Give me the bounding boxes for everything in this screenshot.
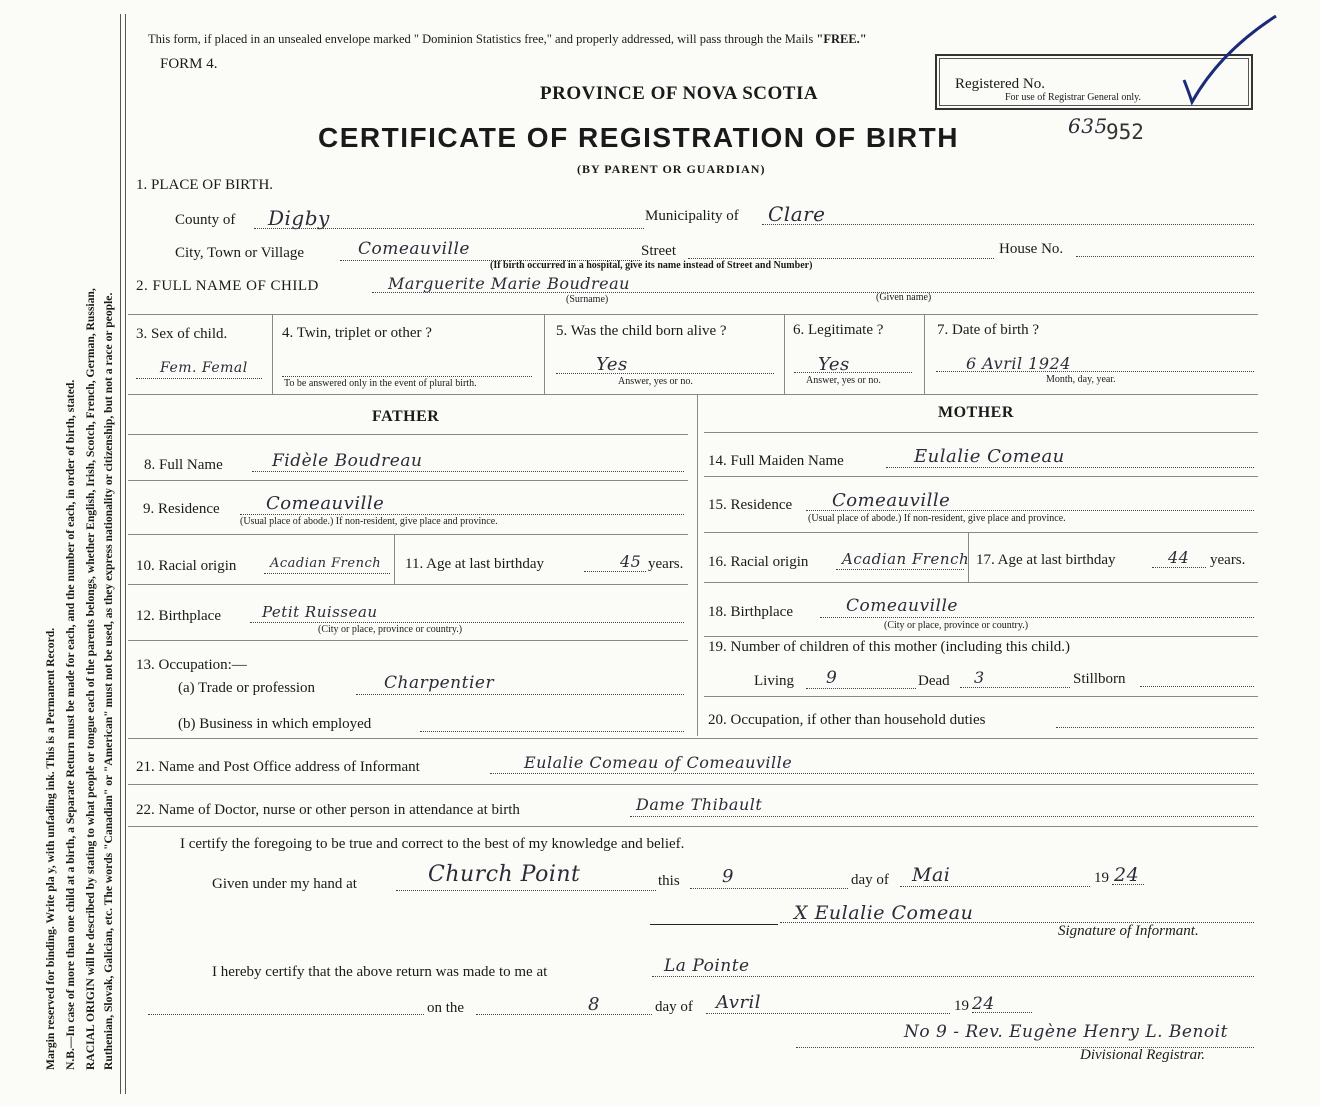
father-residence-label: 9. Residence bbox=[143, 501, 220, 517]
mother-racial-line bbox=[836, 569, 964, 570]
father-abode-note: (Usual place of abode.) If non-resident, give place and province. bbox=[240, 516, 498, 527]
mother-residence-label: 15. Residence bbox=[708, 497, 793, 513]
mother-abode-note: (Usual place of abode.) If non-resident, give place and province. bbox=[808, 513, 1066, 524]
alive-note: Answer, yes or no. bbox=[618, 376, 693, 387]
father-birthplace-note: (City or place, province or country.) bbox=[318, 624, 463, 635]
registration-number-hw: 635 bbox=[1068, 114, 1108, 138]
city-label: City, Town or Village bbox=[175, 245, 305, 261]
legitimate-value: Yes bbox=[818, 354, 850, 375]
municipality-line bbox=[762, 224, 1254, 225]
place-of-birth-heading: 1. PLACE OF BIRTH. bbox=[136, 177, 274, 193]
dob-label: 7. Date of birth ? bbox=[937, 322, 1040, 338]
given-year-prefix: 19 bbox=[1094, 870, 1109, 886]
legitimate-note: Answer, yes or no. bbox=[806, 375, 881, 386]
registrar-day-value: 8 bbox=[588, 994, 600, 1015]
informant-line bbox=[490, 773, 1254, 774]
day-of-label: day of bbox=[851, 872, 889, 888]
father-birthplace-line bbox=[250, 622, 684, 623]
stillborn-line bbox=[1140, 686, 1254, 687]
mother-rule-1 bbox=[704, 432, 1258, 433]
dead-value: 3 bbox=[974, 668, 985, 687]
alive-label: 5. Was the child born alive ? bbox=[556, 323, 727, 339]
divider-5-6 bbox=[784, 314, 785, 394]
registrar-year-line bbox=[972, 1012, 1032, 1013]
father-years-label: years. bbox=[648, 556, 684, 572]
occupation-label: 13. Occupation:— bbox=[136, 657, 247, 673]
informant-signature-label: Signature of Informant. bbox=[1058, 923, 1199, 939]
given-under-label: Given under my hand at bbox=[212, 876, 357, 892]
informant-label: 21. Name and Post Office address of Informant bbox=[136, 759, 420, 775]
mother-racial-value: Acadian French bbox=[842, 550, 970, 568]
province-heading: PROVINCE OF NOVA SCOTIA bbox=[540, 83, 819, 104]
house-line bbox=[1076, 256, 1254, 257]
registration-number-stamp: 952 bbox=[1106, 120, 1144, 144]
sex-value: Fem. Femal bbox=[160, 360, 248, 376]
check-mark-icon bbox=[1180, 12, 1290, 107]
divider-6-7 bbox=[924, 314, 925, 394]
children-count-label: 19. Number of children of this mother (including this child.) bbox=[708, 639, 1071, 655]
doctor-label: 22. Name of Doctor, nurse or other person in attendance at birth bbox=[136, 802, 520, 818]
mother-age-line bbox=[1152, 567, 1206, 568]
twin-label: 4. Twin, triplet or other ? bbox=[282, 325, 432, 341]
mother-rule-5 bbox=[704, 636, 1258, 637]
given-day-value: 9 bbox=[722, 866, 734, 887]
left-border-rule bbox=[120, 14, 121, 1094]
signature-short-rule bbox=[650, 924, 778, 925]
father-racial-line bbox=[264, 573, 390, 574]
county-line bbox=[254, 228, 644, 229]
registrar-signature-label: Divisional Registrar. bbox=[1080, 1047, 1206, 1063]
county-value: Digby bbox=[268, 206, 330, 230]
given-day-line bbox=[690, 888, 848, 889]
child-name-label: 2. FULL NAME OF CHILD bbox=[136, 278, 319, 294]
mother-residence-value: Comeauville bbox=[832, 490, 951, 511]
trade-label: (a) Trade or profession bbox=[178, 680, 316, 696]
child-name-line bbox=[372, 292, 1254, 293]
child-name-value: Marguerite Marie Boudreau bbox=[388, 274, 630, 293]
registrar-year-prefix: 19 bbox=[954, 998, 969, 1014]
registrar-lead-line bbox=[148, 1014, 424, 1015]
registered-label: Registered No. bbox=[955, 76, 1045, 92]
mother-occupation-label: 20. Occupation, if other than household duties bbox=[708, 712, 986, 728]
father-residence-line bbox=[240, 514, 684, 515]
table-mid-rule bbox=[128, 394, 1258, 395]
certificate-title: CERTIFICATE OF REGISTRATION OF BIRTH bbox=[318, 122, 959, 153]
mother-age-value: 44 bbox=[1168, 548, 1190, 567]
father-racial-value: Acadian French bbox=[270, 556, 382, 571]
twin-note: To be answered only in the event of plural birth. bbox=[284, 378, 477, 389]
given-month-value: Mai bbox=[912, 864, 951, 886]
table-top-rule bbox=[128, 314, 1258, 315]
mother-racial-label: 16. Racial origin bbox=[708, 554, 809, 570]
father-age-line bbox=[584, 571, 646, 572]
father-name-line bbox=[252, 471, 684, 472]
registrar-statement: I hereby certify that the above return was made to me at bbox=[212, 964, 548, 980]
registrar-signature: No 9 - Rev. Eugène Henry L. Benoit bbox=[904, 1022, 1228, 1042]
business-line bbox=[420, 731, 684, 732]
father-residence-value: Comeauville bbox=[266, 493, 385, 514]
registrar-year-value: 24 bbox=[972, 994, 995, 1014]
father-birthplace-label: 12. Birthplace bbox=[136, 608, 221, 624]
this-label: this bbox=[658, 873, 680, 889]
given-year-value: 24 bbox=[1114, 864, 1140, 886]
mother-birthplace-label: 18. Birthplace bbox=[708, 604, 793, 620]
left-border-rule-2 bbox=[125, 14, 126, 1094]
mail-notice bbox=[148, 32, 867, 47]
mother-rule-6 bbox=[704, 696, 1258, 697]
mother-heading: MOTHER bbox=[938, 404, 1014, 421]
alive-line bbox=[556, 373, 774, 374]
registrar-day-of-label: day of bbox=[655, 999, 693, 1015]
informant-signature: X Eulalie Comeau bbox=[794, 902, 974, 924]
mail-notice-text: This form, if placed in an unsealed envelope marked " Dominion Statistics free," and properly addressed, will pass through the Mails bbox=[148, 32, 814, 46]
father-heading: FATHER bbox=[372, 408, 440, 425]
doctor-value: Dame Thibault bbox=[636, 795, 763, 814]
dob-line bbox=[936, 371, 1254, 372]
alive-value: Yes bbox=[596, 354, 628, 375]
city-value: Comeauville bbox=[358, 239, 470, 259]
dead-line bbox=[960, 687, 1070, 688]
informant-value: Eulalie Comeau of Comeauville bbox=[524, 753, 793, 772]
mother-birthplace-note: (City or place, province or country.) bbox=[884, 620, 1029, 631]
margin-note-racial-1: RACIAL ORIGIN will be described by stating to what people or tongue each of the parents belongs, whether English, Irish, Scotch, French, German, Russian, bbox=[84, 288, 97, 1070]
registrar-place-line bbox=[652, 976, 1254, 977]
father-rule-3 bbox=[128, 534, 688, 535]
mother-rule-3 bbox=[704, 532, 1258, 533]
mother-rule-2 bbox=[704, 476, 1258, 477]
given-place-line bbox=[396, 890, 656, 891]
margin-note-binding: Margin reserved for binding. Write pla y, with unfading ink. This is a Permanent Record. bbox=[44, 627, 57, 1070]
mother-name-label: 14. Full Maiden Name bbox=[708, 453, 844, 469]
certify-statement: I certify the foregoing to be true and correct to the best of my knowledge and belief. bbox=[180, 836, 685, 852]
registrar-month-value: Avril bbox=[716, 992, 762, 1013]
mother-birthplace-value: Comeauville bbox=[846, 596, 958, 616]
father-age-divider bbox=[394, 534, 395, 584]
center-divider bbox=[697, 394, 698, 736]
street-line bbox=[688, 258, 994, 259]
mother-occupation-line bbox=[1056, 727, 1254, 728]
legitimate-line bbox=[794, 372, 912, 373]
stillborn-label: Stillborn bbox=[1073, 671, 1126, 687]
informant-rule bbox=[128, 784, 1258, 785]
mother-name-line bbox=[886, 467, 1254, 468]
divider-4-5 bbox=[544, 314, 545, 394]
father-rule-4 bbox=[128, 584, 688, 585]
father-rule-5 bbox=[128, 640, 688, 641]
hospital-note: (If birth occurred in a hospital, give its name instead of Street and Number) bbox=[490, 260, 813, 271]
margin-note-racial-2: Ruthenian, Slovak, Galician, etc. The words "Canadian" or "American" must not be used, as they express nationality or citizenship, but not a race or people. bbox=[102, 292, 115, 1070]
registrar-place-value: La Pointe bbox=[664, 956, 750, 976]
registrar-use-note: For use of Registrar General only. bbox=[1005, 92, 1141, 103]
dob-value: 6 Avril 1924 bbox=[966, 354, 1071, 373]
surname-note: (Surname) bbox=[566, 294, 609, 305]
sex-label: 3. Sex of child. bbox=[136, 326, 228, 342]
mail-notice-free: "FREE." bbox=[816, 32, 867, 46]
registrar-month-line bbox=[706, 1013, 950, 1014]
mother-birthplace-line bbox=[820, 617, 1254, 618]
doctor-rule bbox=[128, 826, 1258, 827]
municipality-label: Municipality of bbox=[645, 208, 739, 224]
mother-rule-4 bbox=[704, 582, 1258, 583]
margin-note-nb: N.B.—In case of more than one child at a birth, a Separate Return must be made for each, and the number of each, in order of birth, stated. bbox=[64, 379, 77, 1070]
father-rule-1 bbox=[128, 434, 688, 435]
municipality-value: Clare bbox=[768, 202, 826, 226]
certificate-subtitle: (BY PARENT OR GUARDIAN) bbox=[577, 162, 766, 176]
twin-line bbox=[282, 376, 532, 377]
business-label: (b) Business in which employed bbox=[178, 716, 372, 732]
father-age-label: 11. Age at last birthday bbox=[405, 556, 544, 572]
doctor-line bbox=[630, 816, 1254, 817]
divider-3-4 bbox=[272, 314, 273, 394]
living-value: 9 bbox=[826, 668, 838, 688]
county-label: County of bbox=[175, 212, 236, 228]
father-age-value: 45 bbox=[620, 552, 642, 571]
father-name-label: 8. Full Name bbox=[144, 457, 223, 473]
given-place-value: Church Point bbox=[428, 862, 581, 887]
given-month-line bbox=[900, 886, 1090, 887]
given-name-note: (Given name) bbox=[876, 292, 932, 303]
father-name-value: Fidèle Boudreau bbox=[272, 451, 423, 471]
mother-residence-line bbox=[806, 510, 1254, 511]
registrar-day-line bbox=[476, 1014, 652, 1015]
table-bottom-rule bbox=[128, 738, 1258, 739]
living-label: Living bbox=[754, 673, 794, 689]
mother-age-label: 17. Age at last birthday bbox=[976, 552, 1116, 568]
form-number: FORM 4. bbox=[160, 56, 218, 72]
mother-name-value: Eulalie Comeau bbox=[914, 446, 1065, 467]
father-birthplace-value: Petit Ruisseau bbox=[262, 603, 378, 621]
given-year-line bbox=[1112, 884, 1144, 885]
living-line bbox=[806, 688, 916, 689]
dead-label: Dead bbox=[918, 673, 950, 689]
house-label: House No. bbox=[999, 241, 1064, 257]
trade-value: Charpentier bbox=[384, 673, 495, 693]
legitimate-label: 6. Legitimate ? bbox=[793, 322, 884, 338]
father-rule-2 bbox=[128, 480, 688, 481]
father-racial-label: 10. Racial origin bbox=[136, 558, 237, 574]
on-the-label: on the bbox=[427, 1000, 465, 1016]
street-label: Street bbox=[641, 243, 676, 259]
trade-line bbox=[356, 694, 684, 695]
dob-note: Month, day, year. bbox=[1046, 374, 1116, 385]
mother-years-label: years. bbox=[1210, 552, 1246, 568]
sex-line bbox=[136, 378, 262, 379]
